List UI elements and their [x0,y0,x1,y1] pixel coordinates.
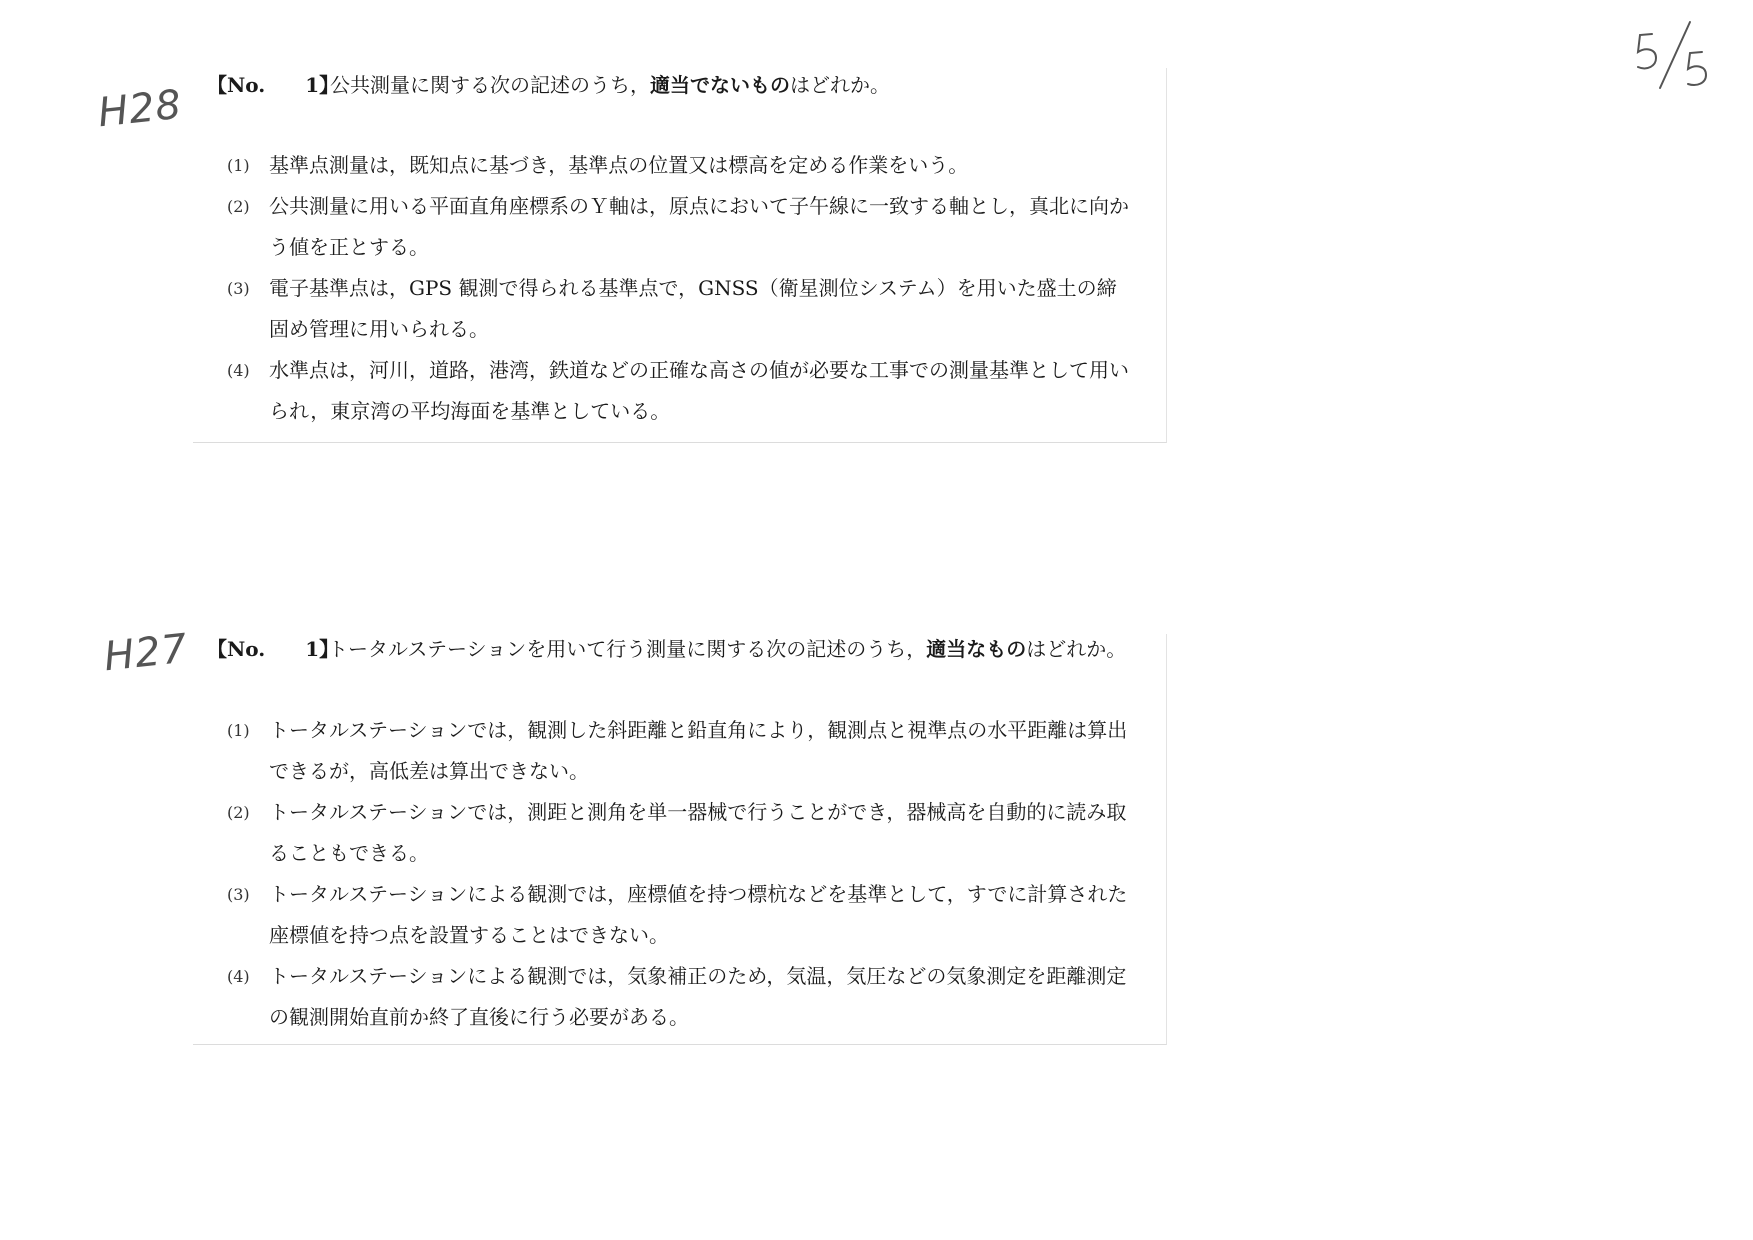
option-marker: (1) [227,156,250,175]
question-stem: 公共測量に関する次の記述のうち，適当でないものはどれか。 [330,73,890,97]
option-marker: (1) [227,721,250,740]
option-marker: (3) [227,885,250,904]
handwritten-page-number [1630,14,1730,94]
question-stem-emphasis: 適当でないもの [650,73,790,97]
option-marker: (2) [227,803,250,822]
option-text: トータルステーションによる観測では，気象補正のため，気温，気圧などの気象測定を距離測定の観測開始直前か終了直後に行う必要がある。 [269,964,1127,1029]
option-marker: (4) [227,967,250,986]
option-text: トータルステーションでは，観測した斜距離と鉛直角により，観測点と視準点の水平距離は算出できるが，高低差は算出できない。 [269,718,1128,783]
option-text: トータルステーションによる観測では，座標値を持つ標杭などを基準として，すでに計算された座標値を持つ点を設置することはできない。 [269,882,1128,947]
option-text: 公共測量に用いる平面直角座標系のＹ軸は，原点において子午線に一致する軸とし，真北に向かう値を正とする。 [269,194,1129,259]
question-stem: トータルステーションを用いて行う測量に関する次の記述のうち，適当なものはどれか。 [328,637,1127,661]
handwritten-year-label-h28: H28 [95,81,185,137]
question-heading [193,634,1166,664]
question-block-h27 [193,634,1167,1045]
question-number: 【No. 1】 [207,637,340,661]
option-text: 電子基準点は，GPS 観測で得られる基準点で，GNSS（衛星測位システム）を用いた盛土の締固め管理に用いられる。 [269,276,1117,341]
option-text: トータルステーションでは，測距と測角を単一器械で行うことができ，器械高を自動的に読み取ることもできる。 [269,800,1127,865]
question-number: 【No. 1】 [207,73,340,97]
option-marker: (3) [227,279,250,298]
question-heading [193,70,1166,100]
option-text: 水準点は，河川，道路，港湾，鉄道などの正確な高さの値が必要な工事での測量基準として用いられ，東京湾の平均海面を基準としている。 [269,358,1129,423]
question-stem-emphasis: 適当なもの [926,637,1027,661]
option-marker: (2) [227,197,250,216]
option-marker: (4) [227,361,250,380]
option-text: 基準点測量は，既知点に基づき，基準点の位置又は標高を定める作業をいう。 [269,153,969,177]
question-block-h28 [193,68,1167,443]
handwritten-year-label-h27: H27 [101,625,191,681]
